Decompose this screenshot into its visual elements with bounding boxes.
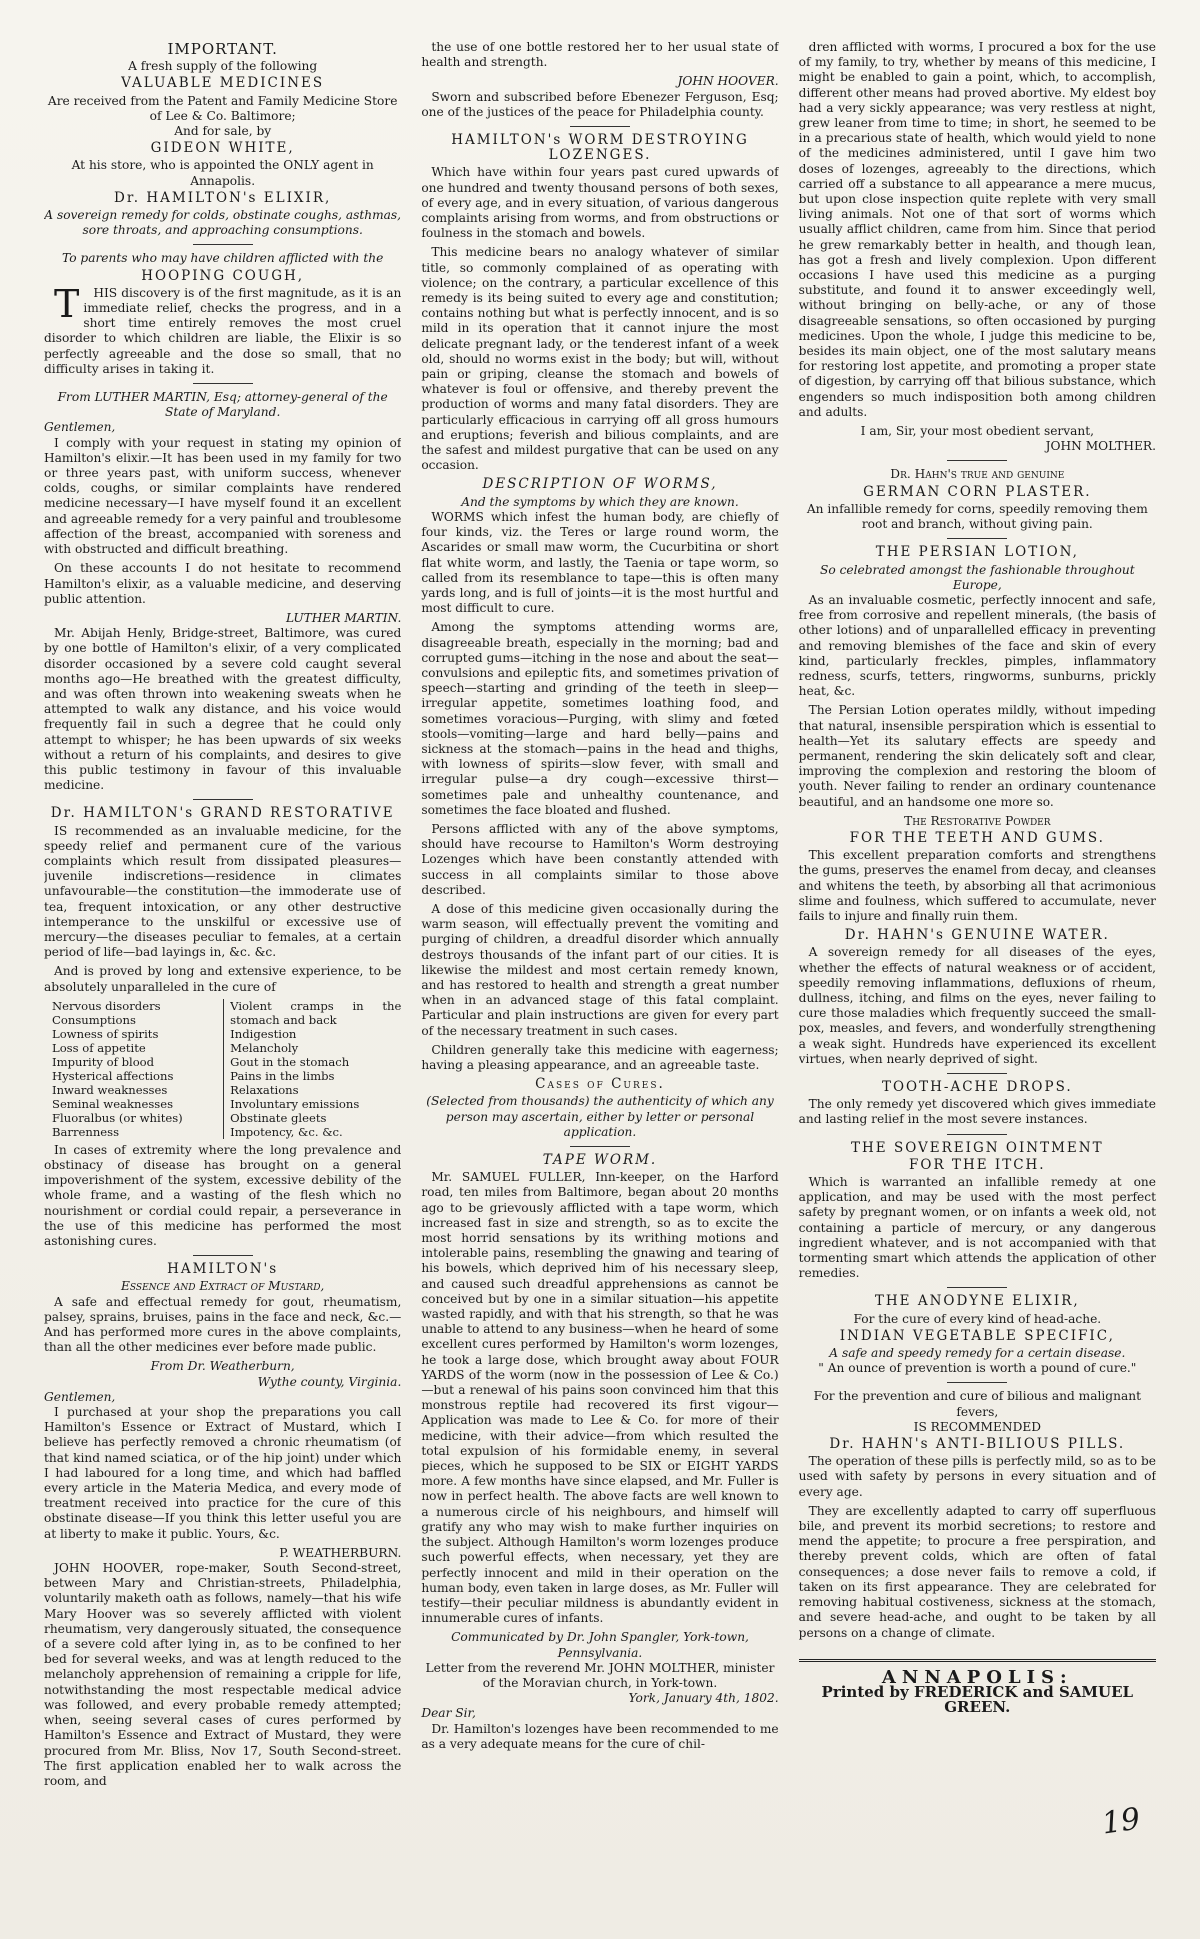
bilious-line-1: For the prevention and cure of bilious and malignant fevers, xyxy=(813,1389,1141,1419)
divider xyxy=(947,460,1007,461)
divider xyxy=(947,1382,1007,1383)
heading-hooping-cough: HOOPING COUGH, xyxy=(141,267,305,284)
indian-quote: " An ounce of prevention is worth a pound of cure." xyxy=(818,1361,1137,1376)
disorder-item: Gout in the stomach xyxy=(230,1054,350,1069)
parents-line: To parents who may have children afflicted with the xyxy=(62,251,384,266)
extremity-paragraph: In cases of extremity where the long prevalence and obstinacy of disease has brought on a general impoverishment of the system, excessive debility of the whole frame, and a wasting of the flesh which no nourishment or cordial could repair, a perseverance in the use of this medicine has performed the most astonishing cures. xyxy=(44,1142,402,1248)
disorders-list xyxy=(52,999,401,1139)
column-1 xyxy=(44,40,401,1900)
sale-line: And for sale, by xyxy=(174,124,272,139)
description-subtitle: And the symptoms by which they are known. xyxy=(461,494,739,509)
persian-subtitle: So celebrated amongst the fashionable throughout Europe, xyxy=(820,562,1135,592)
persian-paragraph-2: The Persian Lotion operates mildly, without impeding that natural, insensible perspiration which is essential to health—Yet its salutary effects are speedy and permanent, rendering the skin delicately soft and clear, improving the complexion and restoring the bloom of youth. Never failing to render an ordinary countenance beautiful, and an handsome one more so. xyxy=(798,703,1156,809)
communicated-line: Communicated by Dr. John Spangler, York-town, Pennsylvania. xyxy=(451,1630,749,1660)
disorder-item: Relaxations xyxy=(230,1082,299,1097)
divider xyxy=(947,538,1007,539)
elixir-paragraph: T HIS discovery is of the first magnitude, as it is an immediate relief, checks the progress, and in a short time entirely removes the most cruel disorder to which children are liable, the Elixir is so perfectly agreeable and the dose so small, that no difficulty arises in taking it. xyxy=(44,281,402,376)
hahn-heading: Dr. Hahn's true and genuine xyxy=(890,467,1065,482)
heading-persian-lotion: THE PERSIAN LOTION, xyxy=(875,544,1079,561)
anodyne-subtitle: For the cure of every kind of head-ache. xyxy=(853,1311,1102,1326)
elixir-subtitle: A sovereign remedy for colds, obstinate coughs, asthmas, sore throats, and approaching consumptions. xyxy=(44,208,402,238)
disorder-item: Impurity of blood xyxy=(52,1054,155,1069)
supply-line: A fresh supply of the following xyxy=(128,59,318,74)
essence-paragraph: A safe and effectual remedy for gout, rheumatism, palsey, sprains, bruises, pains in the face and neck, &c.—And has performed more cures in the above complaints, than all the other medicines ever before made public. xyxy=(44,1294,402,1355)
heading-corn-plaster: GERMAN CORN PLASTER. xyxy=(863,483,1092,500)
heading-valuable-medicines: VALUABLE MEDICINES xyxy=(121,75,325,92)
drop-cap: T xyxy=(54,281,80,326)
disorders-list-right xyxy=(223,999,401,1139)
disorder-item: Indigestion xyxy=(230,1026,297,1041)
cases-subtitle: (Selected from thousands) the authenticity of which any person may ascertain, either by letter or personal application. xyxy=(426,1094,774,1139)
disorder-item: Violent cramps in the stomach and back xyxy=(230,998,402,1027)
weatherburn-place: Wythe county, Virginia. xyxy=(257,1374,402,1389)
heading-hamilton-essence: HAMILTON's xyxy=(167,1261,279,1278)
page-number: 19 xyxy=(1099,1801,1143,1842)
pills-paragraph-1: The operation of these pills is perfectly mild, so as to be used with safety by persons in every situation and of every age. xyxy=(798,1454,1156,1499)
heading-restorative: Dr. HAMILTON's GRAND RESTORATIVE xyxy=(50,805,395,822)
divider xyxy=(947,1287,1007,1288)
disorder-item: Nervous disorders xyxy=(52,998,161,1013)
heading-description-worms: DESCRIPTION OF WORMS, xyxy=(482,476,718,493)
disorder-item: Seminal weaknesses xyxy=(52,1096,174,1111)
dear-sir: Dear Sir, xyxy=(421,1706,476,1721)
heading-worm-lozenges: HAMILTON's WORM DESTROYING LOZENGES. xyxy=(451,132,749,164)
imprint xyxy=(799,1659,1156,1716)
worms-paragraph-5: Children generally take this medicine with eagerness; having a pleasing appearance, and an agreeable taste. xyxy=(421,1042,779,1072)
disorder-item: Consumptions xyxy=(52,1012,136,1027)
ointment-paragraph: Which is warranted an infallible remedy at one application, and may be used with the most perfect safety by pregnant women, or on infants a week old, not containing a particle of mercury, or any dangerous ingredient whatever, and is not accompanied with that tormenting smart which attends the application of other remedies. xyxy=(798,1175,1156,1281)
fuller-paragraph: Mr. SAMUEL FULLER, Inn-keeper, on the Harford road, ten miles from Baltimore, began about 20 months ago to be grievously afflicted with a tape worm, which increased fast in size and strength, so as to excite the most horrid sensations by its writhing motions and intolerable pains, resembling the gnawing and tearing of his bowels, which deprived him of his necessary sleep, and caused such dreadful apprehensions as cannot be conceived but by one in a similar situation—his appetite wasted rapidly, and with that his strength, so that he was unable to attend to any business—when he heard of some excellent cures performed by Hamilton's worm lozenges, he took a large dose, which brought away about FOUR YARDS of the worm (now in the possession of Lee & Co.)—but a renewal of his pains soon convinced him that this monstrous reptile had recovered its first vigour—Application was made to Lee & Co. for more of their medicine, with their advice—from which resulted the total expulsion of his formidable enemy, in several pieces, which he supposed to be SIX or EIGHT YARDS more. A few months have since elapsed, and Mr. Fuller is now in perfect health. The above facts are well known to a numerous circle of his neighbours, and himself will gratify any who may wish to make further inquiries on the subject. Although Hamilton's worm lozenges produce such powerful effects, when necessary, yet they are perfectly innocent and mild in their operation on the human body, even taken in large doses, as Mr. Fuller will testify—their peculiar mildness is abundantly evident in innumerable cures of infants. xyxy=(421,1170,779,1626)
agent-line: At his store, who is appointed the ONLY agent in Annapolis. xyxy=(71,158,374,188)
divider xyxy=(193,244,253,245)
lozenges-paragraph-2: This medicine bears no analogy whatever of similar title, so commonly complained of as operating with violence; on the contrary, a particular excellence of this remedy is its being suited to every age and constitution; contains nothing but what is perfectly innocent, and is so mild in its operation that it cannot injure the most delicate pregnant lady, or the tenderest infant of a week old, should no worms exist in the body; but will, without pain or griping, cleanse the stomach and bowels of whatever is foul or offensive, and thereby prevent the production of worms and many fatal disorders. They are particularly efficacious in carrying off all gross humours and eruptions; feverish and bilious complaints, and are the safest and mildest purgative that can be used on any occasion. xyxy=(421,245,779,473)
hoover-continued: the use of one bottle restored her to her usual state of health and strength. xyxy=(421,40,779,70)
heading-toothache-drops: TOOTH-ACHE DROPS. xyxy=(881,1079,1073,1095)
powder-paragraph: This excellent preparation comforts and strengthens the gums, preserves the enamel from decay, and cleanses and whitens the teeth, by absorbing all that acrimonious slime and foulness, which suffered to accumulate, never fails to injure and finally ruin them. xyxy=(798,848,1156,923)
letter-dateline: York, January 4th, 1802. xyxy=(628,1691,779,1706)
molther-signature: JOHN MOLTHER. xyxy=(1045,439,1156,454)
heading-restorative-powder: The Restorative Powder xyxy=(904,813,1051,828)
water-paragraph: A sovereign remedy for all diseases of the eyes, whether the effects of natural weakness or of accident, speedily removing inflammations, defluxions of rheum, dullness, itching, and films on the eyes, never failing to cure those maladies which frequently succeed the small-pox, measles, and fevers, and wonderfully strengthening a weak sight. Hundreds have experienced its excellent virtues, when nearly deprived of sight. xyxy=(798,945,1156,1066)
divider xyxy=(193,1255,253,1256)
molther-letter-start: Dr. Hamilton's lozenges have been recommended to me as a very adequate means for the cure of chil- xyxy=(421,1721,779,1751)
sworn-paragraph: Sworn and subscribed before Ebenezer Ferguson, Esq; one of the justices of the peace for Philadelphia county. xyxy=(421,89,779,119)
store-line: Are received from the Patent and Family Medicine Store of Lee & Co. Baltimore; xyxy=(47,93,398,123)
column-3 xyxy=(799,40,1156,1900)
disorder-item: Lowness of spirits xyxy=(52,1026,159,1041)
molther-letter-continued: dren afflicted with worms, I procured a box for the use of my family, to try, whether by means of this medicine, I might be enabled to gain a point, which, to accomplish, different other means had proved abortive. My eldest boy had a very sickly appearance; was very restless at night, grew leaner from time to time; in short, he seemed to be in a precarious state of health, which would yield to none of the medicines administered, until I gave him two doses of lozenges, agreeably to the directions, which carried off a substance to all appearance a mere mucus, but upon close inspection quite replete with very small living animals. Not one of that sort of worms which usually afflict children, came from him. Since that period he grew remarkably better in health, and though lean, has got a fresh and lively complexion. Upon different occasions I have used this medicine as a purging substitute, and found it to answer exceedingly well, without bringing on belly-ache, or any of those disagreeable sensations, so often occasioned by purging medicines. Upon the whole, I judge this medicine to be, besides its main object, one of the most salutary means for restoring lost appetite, and promoting a proper state of digestion, by carrying off that bilious substance, which engenders so much indisposition both among children and adults. xyxy=(798,40,1156,419)
disorder-item: Loss of appetite xyxy=(52,1040,146,1055)
disorder-item: Obstinate gleets xyxy=(230,1110,327,1125)
restorative-proved: And is proved by long and extensive experience, to be absolutely unparalleled in the cure of xyxy=(44,964,402,994)
weatherburn-letter: I purchased at your shop the preparations you call Hamilton's Essence or Extract of Mustard, which I believe has perfectly removed a chronic rheumatism (of that kind named sciatica, or of the hip joint) under which I had laboured for a long time, and which had baffled every article in the Materia Medica, and every mode of treatment received into practice for the cure of this obstinate disease—If you think this letter useful you are at liberty to make it public. Yours, &c. xyxy=(44,1405,402,1541)
martin-from: From LUTHER MARTIN, Esq; attorney-general of the State of Maryland. xyxy=(57,390,388,420)
persian-paragraph-1: As an invaluable cosmetic, perfectly innocent and safe, free from corrosive and repellent minerals, (the basis of other lotions) and of unparallelled efficacy in preventing and removing blemishes of the face and skin of every kind, particularly freckles, pimples, inflammatory redness, scurfs, tetters, ringworms, sunburns, prickly heat, &c. xyxy=(798,592,1156,699)
heading-for-the-itch: FOR THE ITCH. xyxy=(909,1156,1046,1173)
molther-letter-from: Letter from the reverend Mr. JOHN MOLTHER, minister of the Moravian church, in York-town. xyxy=(425,1660,775,1690)
disorder-item: Hysterical affections xyxy=(52,1068,174,1083)
martin-signature: LUTHER MARTIN. xyxy=(285,610,402,625)
disorder-item: Pains in the limbs xyxy=(230,1068,335,1083)
weatherburn-from: From Dr. Weatherburn, xyxy=(150,1359,295,1374)
heading-antibilious-pills: Dr. HAHN's ANTI-BILIOUS PILLS. xyxy=(829,1436,1126,1453)
salutation: Gentlemen, xyxy=(44,1389,116,1404)
essence-subtitle: Essence and Extract of Mustard, xyxy=(121,1279,325,1294)
divider xyxy=(947,1073,1007,1074)
worms-paragraph-4: A dose of this medicine given occasionally during the warm season, will effectually prevent the vomiting and purging of children, a dreadful disorder which annually destroys thousands of the infant part of our cities. It is likewise the mildest and most certain remedy known, and has restored to health and strength a great number when in an advanced stage of this fatal complaint. Particular and plain instructions are given for every part of the necessary treatment in such cases. xyxy=(421,901,779,1038)
divider xyxy=(193,383,253,384)
worms-paragraph-1: WORMS which infest the human body, are chiefly of four kinds, viz. the Teres or large round worm, the Ascarides or small maw worm, the Cucurbitina or short flat white worm, and lastly, the Taenia or tape worm, so called from its resemblance to tape—this is often many yards long, and is full of joints—it is the most hurtful and most difficult to cure. xyxy=(421,509,779,616)
disorder-item: Barrenness xyxy=(52,1124,120,1139)
martin-letter-2: On these accounts I do not hesitate to recommend Hamilton's elixir, as a valuable medicine, and deserving public attention. xyxy=(44,561,402,606)
heading-cases-of-cures: Cases of Cures. xyxy=(535,1076,665,1093)
seller-name: GIDEON WHITE, xyxy=(150,140,295,157)
hoover-paragraph: JOHN HOOVER, rope-maker, South Second-street, between Mary and Christian-streets, Philadelphia, voluntarily maketh oath as follows, namely—that his wife Mary Hoover was so severely afflicted with violent rheumatism, very dangerously situated, the consequence of a severe cold after lying in, as to be confined to her bed for several weeks, and was at length reduced to the melancholy apprehension of remaining a cripple for life, notwithstanding the most respectable medical advice was followed, and every probable remedy attempted; when, seeing several cases of cures performed by Hamilton's Essence and Extract of Mustard, they were procured from Mr. Bliss, Nov 17, South Second-street. The first application enabled her to walk across the room, and xyxy=(44,1561,402,1788)
disorder-item: Impotency, &c. &c. xyxy=(230,1124,343,1139)
disorder-item: Inward weaknesses xyxy=(52,1082,168,1097)
divider xyxy=(570,126,630,127)
disorders-list-left xyxy=(52,999,223,1139)
closing-line: I am, Sir, your most obedient servant, xyxy=(860,424,1095,439)
worms-paragraph-3: Persons afflicted with any of the above symptoms, should have recourse to Hamilton's Worm destroying Lozenges which have been constantly attended with success in all complaints similar to those above described. xyxy=(421,821,779,897)
heading-anodyne-elixir: THE ANODYNE ELIXIR, xyxy=(874,1293,1080,1310)
heading-hahn-water: Dr. HAHN's GENUINE WATER. xyxy=(844,927,1110,944)
restorative-paragraph: IS recommended as an invaluable medicine, for the speedy relief and permanent cure of the various complaints which result from dissipated pleasures—juvenile indiscretions—residence in climates unfavourable—the constitution—the immoderate use of tea, frequent intoxication, or any other destructive intemperance to the unskilful or excessive use of mercury—the diseases peculiar to females, at a certain period of life—bad layings in, &c. &c. xyxy=(44,823,402,960)
heading-elixir: Dr. HAMILTON's ELIXIR, xyxy=(114,189,332,206)
toothache-paragraph: The only remedy yet discovered which gives immediate and lasting relief in the most severe instances. xyxy=(798,1097,1156,1127)
divider xyxy=(947,1134,1007,1135)
divider xyxy=(193,799,253,800)
heading-important: IMPORTANT. xyxy=(167,40,278,58)
imprint-city: ANNAPOLIS: xyxy=(881,1666,1073,1688)
martin-letter-1: I comply with your request in stating my opinion of Hamilton's elixir.—It has been used in my family for two or three years past, with uniform success, whenever colds, coughs, or similar complaints have rendered medicine necessary—I have myself found it an excellent and agreeable remedy for a very painful and troublesome affection of the breast, accompanied with soreness and with obstructed and difficult breathing. xyxy=(44,435,402,557)
bilious-line-2: IS RECOMMENDED xyxy=(913,1419,1042,1434)
disorder-item: Involuntary emissions xyxy=(230,1096,360,1111)
henly-paragraph: Mr. Abijah Henly, Bridge-street, Baltimore, was cured by one bottle of Hamilton's elixir, of a very complicated disorder occasioned by a severe cold caught several months ago—He breathed with the greatest difficulty, and was often thrown into weakening sweats when he attempted to walk any distance, and his voice would frequently fail in such a degree that he could only attempt to whisper; he has been upwards of six weeks without a return of his complaints, and desires to give this public testimony in favour of this invaluable medicine. xyxy=(44,626,402,793)
divider xyxy=(570,1146,630,1147)
corn-plaster-text: An infallible remedy for corns, speedily removing them root and branch, without giving pain. xyxy=(806,501,1148,532)
disorder-item: Melancholy xyxy=(230,1040,299,1055)
imprint-printer: Printed by FREDERICK and SAMUEL GREEN. xyxy=(821,1682,1134,1717)
lozenges-paragraph-1: Which have within four years past cured upwards of one hundred and twenty thousand persons of both sexes, of every age, and in every situation, of various dangerous complaints arising from worms, and from obstructions or foulness in the stomach and bowels. xyxy=(421,165,779,241)
heading-sovereign-ointment: THE SOVEREIGN OINTMENT xyxy=(851,1139,1104,1156)
disorder-item: Fluoralbus (or whites) xyxy=(52,1110,183,1125)
heading-indian-specific: INDIAN VEGETABLE SPECIFIC, xyxy=(839,1327,1115,1344)
heading-teeth-gums: FOR THE TEETH AND GUMS. xyxy=(849,829,1105,846)
weatherburn-signature: P. WEATHERBURN. xyxy=(279,1545,402,1560)
heading-tape-worm: TAPE WORM. xyxy=(542,1152,658,1169)
worms-paragraph-2: Among the symptoms attending worms are, disagreeable breath, especially in the morning; bad and corrupted gums—itching in the nose and about the seat—convulsions and epileptic fits, and sometimes privation of speech—starting and grinding of the teeth in sleep—irregular appetite, sometimes loathing food, and sometimes voracious—Purging, with slimy and fœted stools—vomiting—large and hard belly—pains and sickness at the stomach—pains in the head and thighs, with lowness of spirits—slow fever, with small and irregular pulse—a dry cough—excessive thirst—sometimes pale and unhealthy countenance, and sometimes the face bloated and flushed. xyxy=(421,620,779,817)
pills-paragraph-2: They are excellently adapted to carry off superfluous bile, and prevent its morbid secretions; to restore and mend the appetite; to procure a free perspiration, and thereby prevent colds, which are often of fatal consequences; a dose never fails to remove a cold, if taken on its first appearance. They are celebrated for removing habitual costiveness, sickness at the stomach, and severe head-ache, and ought to be taken by all persons on a change of climate. xyxy=(798,1503,1156,1640)
salutation: Gentlemen, xyxy=(44,420,116,435)
hoover-signature: JOHN HOOVER. xyxy=(677,74,779,89)
indian-subtitle: A safe and speedy remedy for a certain disease. xyxy=(829,1346,1126,1361)
column-2 xyxy=(421,40,778,1900)
